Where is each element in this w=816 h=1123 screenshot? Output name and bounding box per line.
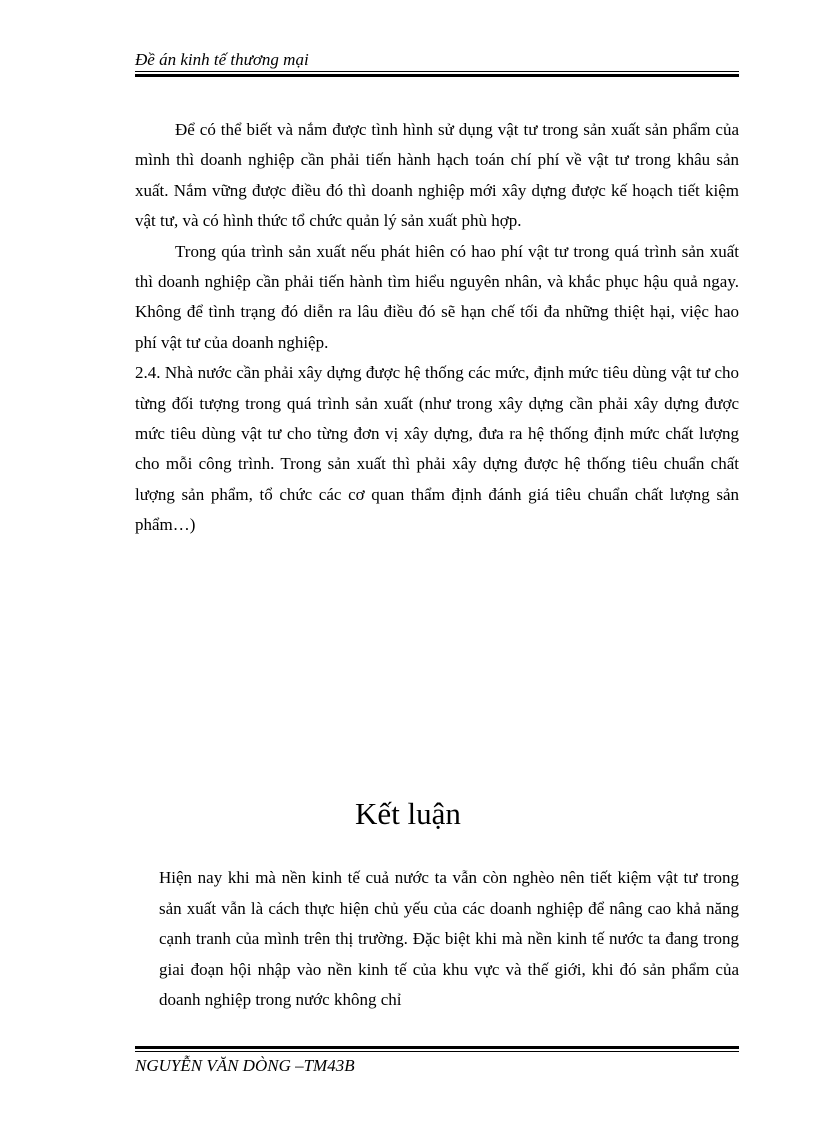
header-title: Đề án kinh tế thương mại	[135, 50, 309, 69]
conclusion-text	[159, 863, 739, 1016]
footer-author: NGUYỄN VĂN DÒNG –TM43B	[135, 1056, 355, 1075]
paragraph-2: Trong qúa trình sản xuất nếu phát hiên có hao phí vật tư trong quá trình sản xuất thì doanh nghiệp cần phải tiến hành tìm hiểu nguyên nhân, và khắc phục hậu quả ngay. Không để tình trạng đó diễn ra lâu điều đó sẽ hạn chế tối đa những thiệt hại, việc hao phí vật tư của doanh nghiệp.	[135, 241, 739, 352]
body-text	[135, 115, 739, 541]
paragraph-3: 2.4. Nhà nước cần phải xây dựng được hệ thống các mức, định mức tiêu dùng vật tư cho từng đối tượng trong quá trình sản xuất (như trong xây dựng cần phải xây dựng được mức tiêu dùng vật tư cho từng đơn vị xây dựng, đưa ra hệ thống định mức chất lượng cho mỗi công trình. Trong sản xuất thì phải xây dựng được hệ thống tiêu chuẩn chất lượng sản phẩm, tổ chức các cơ quan thẩm định đánh giá tiêu chuẩn chất lượng sản phẩm…)	[135, 363, 739, 535]
conclusion-title: Kết luận	[355, 796, 461, 831]
header-rule-thin	[135, 71, 739, 72]
conclusion-paragraph: Hiện nay khi mà nền kinh tế cuả nước ta vẫn còn nghèo nên tiết kiệm vật tư trong sản xuất vẫn là cách thực hiện chủ yếu của các doanh nghiệp để nâng cao khả năng cạnh tranh của mình trên thị trường. Đặc biệt khi mà nền kinh tế nước ta đang trong giai đoạn hội nhập vào nền kinh tế của khu vực và thế giới, khi đó sản phẩm của doanh nghiệp trong nước không chỉ	[159, 868, 739, 1009]
footer-rule-thin	[135, 1051, 739, 1052]
footer-rule-thick	[135, 1046, 739, 1049]
header-rule-thick	[135, 74, 739, 77]
paragraph-1: Để có thể biết và nắm được tình hình sử dụng vật tư trong sản xuất sản phẩm của mình thì doanh nghiệp cần phải tiến hành hạch toán chí phí về vật tư trong khâu sản xuất. Nắm vững được điều đó thì doanh nghiệp mới xây dựng được kế hoạch tiết kiệm vật tư, và có hình thức tổ chức quản lý sản xuất phù hợp.	[135, 120, 739, 231]
